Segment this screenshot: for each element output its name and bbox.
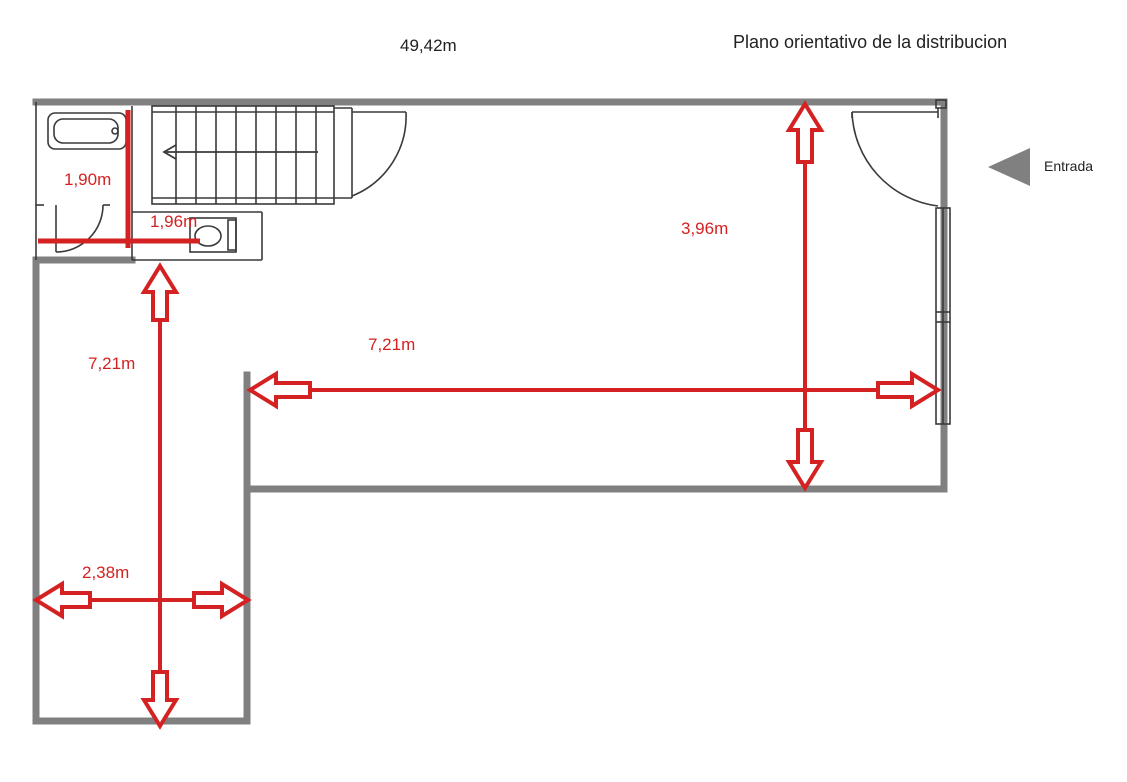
dimension-label-stairs-width: 1,96m bbox=[150, 212, 198, 231]
door-swing-bathroom bbox=[56, 205, 110, 252]
arrow-room-right bbox=[878, 374, 938, 406]
arrow-room-left bbox=[250, 374, 310, 406]
arrow-room-up bbox=[789, 104, 821, 162]
arrow-hall-right bbox=[194, 584, 248, 616]
staircase bbox=[152, 106, 334, 204]
dimension-label-corridor-long: 7,21m bbox=[88, 354, 136, 373]
door-swing-stairs bbox=[334, 108, 406, 198]
dimension-label-hall-width: 2,38m bbox=[82, 563, 130, 582]
door-swing-entry bbox=[852, 108, 938, 206]
arrow-hall-left bbox=[36, 584, 90, 616]
walls bbox=[36, 102, 944, 721]
entrance-marker bbox=[988, 148, 1030, 186]
dimension-label-room-depth: 3,96m bbox=[681, 219, 729, 238]
arrow-room-down bbox=[789, 430, 821, 488]
arrow-corridor-up bbox=[144, 266, 176, 320]
top-dimension-label: 49,42m bbox=[400, 36, 457, 55]
page-title: Plano orientativo de la distribucion bbox=[733, 32, 1008, 52]
entrance-label: Entrada bbox=[1044, 158, 1094, 174]
bathtub-fixture bbox=[48, 113, 126, 149]
dimension-label-bath-width: 1,90m bbox=[64, 170, 112, 189]
dimension-label-room-width: 7,21m bbox=[368, 335, 416, 354]
